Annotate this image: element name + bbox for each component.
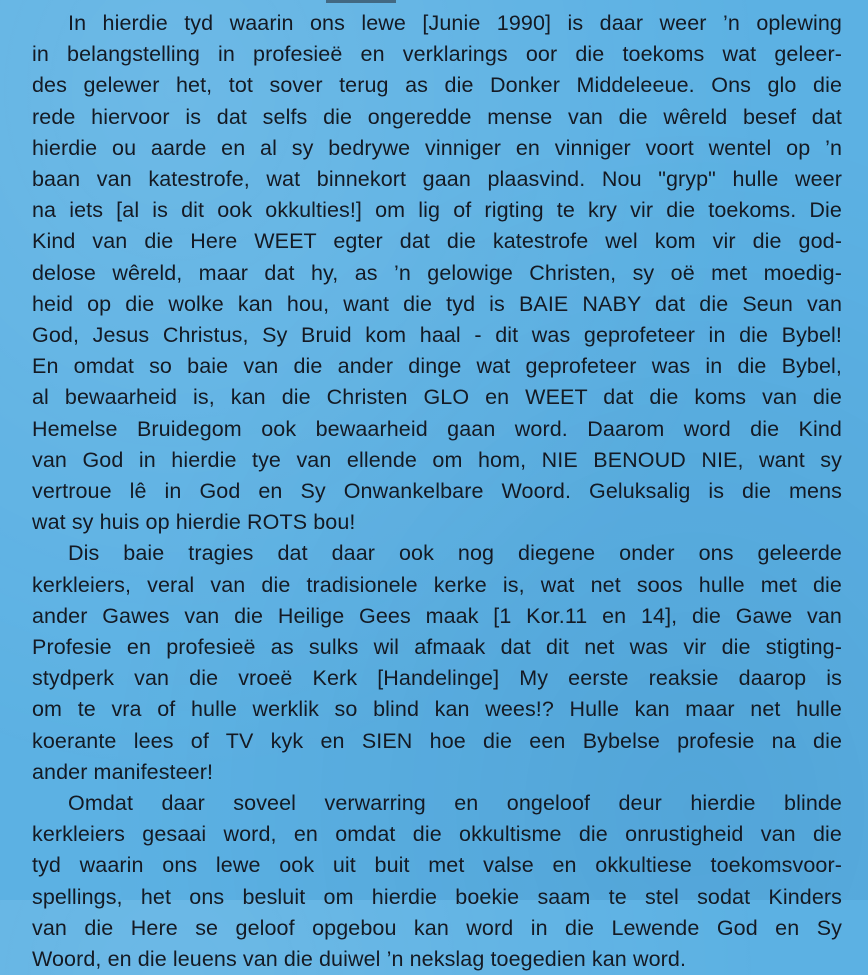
- text-line: Hemelse Bruidegom ook bewaarheid gaan word. Daarom word die Kind: [32, 416, 842, 441]
- text-line: kerkleiers gesaai word, en omdat die okkultisme die onrustigheid van die: [32, 822, 842, 847]
- text-line: van God in hierdie tye van ellende om hom, NIE BENOUD NIE, want sy: [32, 447, 842, 472]
- text-line: tyd waarin ons lewe ook uit buit met valse en okkultiese toekomsvoor-: [32, 853, 842, 878]
- paragraph-3: [32, 788, 842, 975]
- text-line: baan van katestrofe, wat binnekort gaan plaasvind. Nou "gryp" hulle weer: [32, 167, 842, 192]
- text-line: om te vra of hulle werklik so blind kan wees!? Hulle kan maar net hulle: [32, 697, 842, 722]
- text-line: En omdat so baie van die ander dinge wat geprofeteer was in die Bybel,: [32, 354, 842, 379]
- document-page: [32, 8, 842, 975]
- text-line: kerkleiers, veral van die tradisionele kerke is, wat net soos hulle met die: [32, 572, 842, 597]
- text-line: al bewaarheid is, kan die Christen GLO en WEET dat die koms van die: [32, 385, 842, 410]
- text-line: spellings, het ons besluit om hierdie boekie saam te stel sodat Kinders: [32, 884, 842, 909]
- text-line: Profesie en profesieë as sulks wil afmaak dat dit net was vir die stigting-: [32, 635, 842, 660]
- text-line: in belangstelling in profesieë en verklarings oor die toekoms wat geleer-: [32, 42, 842, 67]
- text-line: koerante lees of TV kyk en SIEN hoe die een Bybelse profesie na die: [32, 728, 842, 753]
- text-line: God, Jesus Christus, Sy Bruid kom haal - dit was geprofeteer in die Bybel!: [32, 323, 842, 348]
- text-line: heid op die wolke kan hou, want die tyd is BAIE NABY dat die Seun van: [32, 291, 842, 316]
- paragraph-1: [32, 8, 842, 538]
- text-line: des gelewer het, tot sover terug as die Donker Middeleeue. Ons glo die: [32, 73, 842, 98]
- paragraph-2: [32, 538, 842, 788]
- text-line: Dis baie tragies dat daar ook nog diegene onder ons geleerde: [68, 541, 842, 566]
- text-line: Kind van die Here WEET egter dat die katestrofe wel kom vir die god-: [32, 229, 842, 254]
- text-line: van die Here se geloof opgebou kan word in die Lewende God en Sy: [32, 915, 842, 940]
- text-line: hierdie ou aarde en al sy bedrywe vinniger en vinniger voort wentel op ’n: [32, 135, 842, 160]
- text-line: Woord, en die leuens van die duiwel ’n nekslag toegedien kan word.: [32, 947, 687, 972]
- text-line: ander Gawes van die Heilige Gees maak [1 Kor.11 en 14], die Gawe van: [32, 603, 842, 628]
- text-line: Omdat daar soveel verwarring en ongeloof deur hierdie blinde: [68, 791, 842, 816]
- top-edge-mark: [326, 0, 396, 3]
- text-line: vertroue lê in God en Sy Onwankelbare Woord. Geluksalig is die mens: [32, 479, 842, 504]
- text-line: In hierdie tyd waarin ons lewe [Junie 1990] is daar weer ’n oplewing: [68, 11, 842, 35]
- text-line: stydperk van die vroeë Kerk [Handelinge] My eerste reaksie daarop is: [32, 666, 842, 691]
- text-line: delose wêreld, maar dat hy, as ’n gelowige Christen, sy oë met moedig-: [32, 260, 842, 285]
- text-line: na iets [al is dit ook okkulties!] om lig of rigting te kry vir die toekoms. Die: [32, 198, 842, 223]
- text-line: wat sy huis op hierdie ROTS bou!: [32, 510, 356, 535]
- text-line: rede hiervoor is dat selfs die ongeredde mense van die wêreld besef dat: [32, 104, 842, 129]
- text-line: ander manifesteer!: [32, 759, 214, 784]
